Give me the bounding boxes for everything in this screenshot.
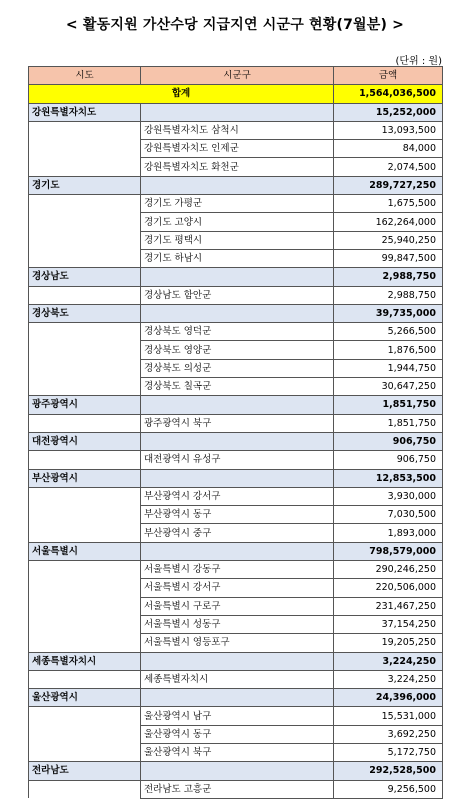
city-amount: 30,647,250 [334,378,443,396]
city-amount: 5,266,500 [334,323,443,341]
region-name: 세종특별자치시 [29,652,141,670]
city-sido-cell [29,286,141,304]
region-amount: 906,750 [334,432,443,450]
city-name: 서울특별시 구로구 [141,597,334,615]
region-sigungu-cell [141,268,334,286]
city-name: 서울특별시 강동구 [141,561,334,579]
city-sido-cell [29,561,141,579]
region-sigungu-cell [141,396,334,414]
city-sido-cell [29,195,141,213]
city-name: 광주광역시 북구 [141,414,334,432]
city-row [29,231,443,249]
city-name: 부산광역시 동구 [141,506,334,524]
city-amount: 7,030,500 [334,506,443,524]
region-row [29,103,443,121]
city-sido-cell [29,140,141,158]
city-name: 서울특별시 강서구 [141,579,334,597]
city-amount: 5,172,750 [334,743,443,761]
city-row [29,561,443,579]
city-row [29,506,443,524]
city-name: 경상북도 영덕군 [141,323,334,341]
city-sido-cell [29,579,141,597]
region-row [29,542,443,560]
city-row [29,487,443,505]
city-amount: 3,930,000 [334,487,443,505]
header-sido: 시도 [29,67,141,85]
city-amount: 1,675,500 [334,195,443,213]
region-sigungu-cell [141,762,334,780]
region-name: 전라남도 [29,762,141,780]
region-row [29,469,443,487]
region-row [29,652,443,670]
unit-label: (단위 : 원) [395,56,442,67]
region-amount: 24,396,000 [334,689,443,707]
region-amount: 289,727,250 [334,176,443,194]
city-row [29,121,443,139]
city-row [29,213,443,231]
city-name: 강원특별자치도 화천군 [141,158,334,176]
region-name: 경상북도 [29,304,141,322]
region-amount: 292,528,500 [334,762,443,780]
table-body [29,85,443,799]
region-amount: 3,224,250 [334,652,443,670]
total-amount: 1,564,036,500 [334,85,443,103]
city-name: 경상북도 의성군 [141,359,334,377]
region-sigungu-cell [141,469,334,487]
region-row [29,762,443,780]
city-amount: 25,940,250 [334,231,443,249]
city-name: 경기도 가평군 [141,195,334,213]
city-sido-cell [29,780,141,798]
total-row [29,85,443,103]
region-amount: 12,853,500 [334,469,443,487]
city-sido-cell [29,743,141,761]
city-name: 경상북도 칠곡군 [141,378,334,396]
city-sido-cell [29,414,141,432]
city-name: 경상남도 함안군 [141,286,334,304]
city-sido-cell [29,378,141,396]
city-sido-cell [29,707,141,725]
city-row [29,341,443,359]
city-amount: 15,531,000 [334,707,443,725]
region-row [29,396,443,414]
payment-table [28,66,443,799]
region-name: 대전광역시 [29,432,141,450]
city-amount: 1,944,750 [334,359,443,377]
city-amount: 3,224,250 [334,670,443,688]
city-name: 부산광역시 중구 [141,524,334,542]
region-row [29,689,443,707]
region-row [29,304,443,322]
city-amount: 2,074,500 [334,158,443,176]
city-name: 세종특별자치시 [141,670,334,688]
region-row [29,268,443,286]
city-sido-cell [29,158,141,176]
region-amount: 15,252,000 [334,103,443,121]
city-sido-cell [29,359,141,377]
city-name: 서울특별시 영등포구 [141,634,334,652]
city-amount: 1,851,750 [334,414,443,432]
total-label: 합계 [29,85,334,103]
region-sigungu-cell [141,304,334,322]
page-title: < 활동지원 가산수당 지급지연 시군구 현황(7월분) > [65,17,405,33]
header-amount: 금액 [334,67,443,85]
region-amount: 1,851,750 [334,396,443,414]
city-name: 경상북도 영양군 [141,341,334,359]
header-sigungu: 시군구 [141,67,334,85]
region-name: 경상남도 [29,268,141,286]
city-sido-cell [29,725,141,743]
city-sido-cell [29,615,141,633]
city-row [29,524,443,542]
region-row [29,432,443,450]
city-sido-cell [29,323,141,341]
city-row [29,249,443,267]
table-header-row [29,67,443,85]
city-amount: 162,264,000 [334,213,443,231]
city-name: 강원특별자치도 인제군 [141,140,334,158]
city-amount: 84,000 [334,140,443,158]
city-row [29,378,443,396]
city-amount: 19,205,250 [334,634,443,652]
city-sido-cell [29,634,141,652]
city-name: 울산광역시 동구 [141,725,334,743]
region-name: 부산광역시 [29,469,141,487]
city-sido-cell [29,121,141,139]
region-row [29,176,443,194]
city-row [29,140,443,158]
city-sido-cell [29,524,141,542]
region-amount: 39,735,000 [334,304,443,322]
region-amount: 2,988,750 [334,268,443,286]
region-name: 서울특별시 [29,542,141,560]
city-sido-cell [29,487,141,505]
city-amount: 2,988,750 [334,286,443,304]
city-name: 대전광역시 유성구 [141,451,334,469]
city-row [29,707,443,725]
city-amount: 1,876,500 [334,341,443,359]
city-sido-cell [29,231,141,249]
city-row [29,780,443,798]
city-name: 전라남도 고흥군 [141,780,334,798]
city-sido-cell [29,249,141,267]
city-amount: 231,467,250 [334,597,443,615]
city-sido-cell [29,506,141,524]
city-sido-cell [29,341,141,359]
city-sido-cell [29,597,141,615]
region-sigungu-cell [141,176,334,194]
city-name: 경기도 고양시 [141,213,334,231]
city-row [29,634,443,652]
city-row [29,414,443,432]
city-row [29,725,443,743]
city-row [29,286,443,304]
city-row [29,670,443,688]
city-row [29,323,443,341]
region-amount: 798,579,000 [334,542,443,560]
region-sigungu-cell [141,103,334,121]
city-row [29,597,443,615]
city-amount: 37,154,250 [334,615,443,633]
city-name: 경기도 평택시 [141,231,334,249]
region-sigungu-cell [141,689,334,707]
city-row [29,451,443,469]
city-name: 울산광역시 남구 [141,707,334,725]
city-sido-cell [29,451,141,469]
city-amount: 9,256,500 [334,780,443,798]
city-row [29,359,443,377]
city-name: 울산광역시 북구 [141,743,334,761]
city-name: 서울특별시 성동구 [141,615,334,633]
region-name: 울산광역시 [29,689,141,707]
city-row [29,158,443,176]
city-sido-cell [29,213,141,231]
region-sigungu-cell [141,542,334,560]
city-amount: 3,692,250 [334,725,443,743]
region-name: 강원특별자치도 [29,103,141,121]
region-sigungu-cell [141,432,334,450]
city-amount: 1,893,000 [334,524,443,542]
city-amount: 99,847,500 [334,249,443,267]
city-sido-cell [29,670,141,688]
city-name: 강원특별자치도 삼척시 [141,121,334,139]
city-amount: 906,750 [334,451,443,469]
city-name: 경기도 하남시 [141,249,334,267]
city-amount: 220,506,000 [334,579,443,597]
city-row [29,615,443,633]
city-row [29,579,443,597]
city-amount: 13,093,500 [334,121,443,139]
city-name: 부산광역시 강서구 [141,487,334,505]
region-name: 경기도 [29,176,141,194]
city-row [29,743,443,761]
city-amount: 290,246,250 [334,561,443,579]
region-name: 광주광역시 [29,396,141,414]
region-sigungu-cell [141,652,334,670]
city-row [29,195,443,213]
